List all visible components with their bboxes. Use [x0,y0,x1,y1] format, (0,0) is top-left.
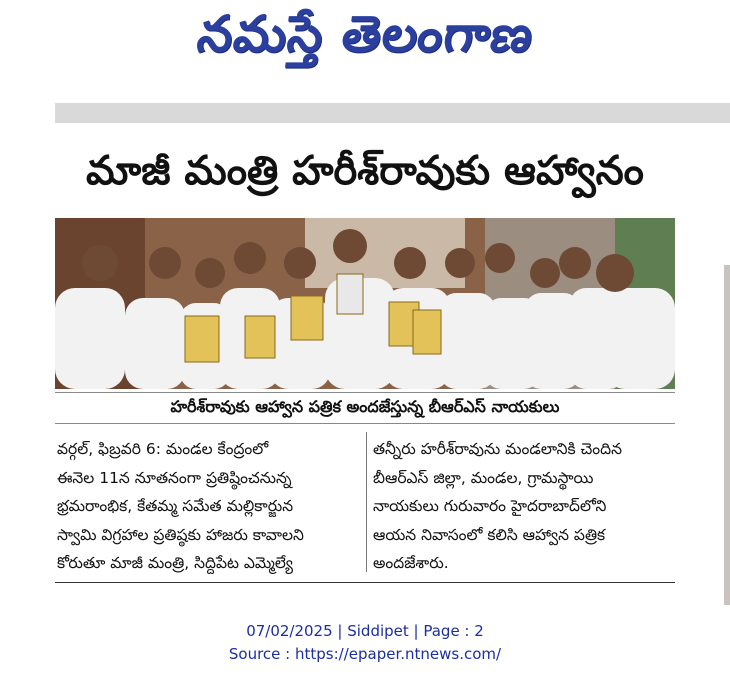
article-line: నాయకులు గురువారం హైదరాబాద్‌లోని [373,497,607,515]
source-footer [0,620,730,666]
article-column-right [373,435,675,578]
article-line: బీఆర్‌ఎస్‌ జిల్లా, మండల, గ్రామస్థాయి [373,468,594,487]
article-line: ఈనెల 11న నూతనంగా ప్రతిష్ఠించనున్న [57,468,292,487]
photo-caption: హరీశ్‌రావుకు ఆహ్వాన పత్రిక అందజేస్తున్న బీఆర్‌ఎస్‌ నాయకులు [55,392,675,424]
article-column-left [57,435,359,578]
section-bar [55,103,730,123]
newspaper-logo: నమస్తే తెలంగాణ [194,4,538,63]
article-line: అందజేశారు. [373,554,449,572]
article-line: వర్గల్‌, ఫిబ్రవరి 6: మండల కేంద్రంలో [57,440,269,458]
group-photo-illustration [55,218,675,389]
adjacent-page-edge [724,265,730,605]
article-line: స్వామి విగ్రహాల ప్రతిష్ఠకు హాజరు కావాలని [57,525,304,544]
article-photo [55,218,675,389]
article-line: ఆయన నివాసంలో కలిసి ఆహ్వాన పత్రిక [373,525,606,544]
article-line: తన్నీరు హరీశ్‌రావును మండలానికి చెందిన [373,440,622,458]
footer-date-edition: 07/02/2025 | Siddipet | Page : 2 [246,622,484,640]
footer-source-link[interactable]: Source : https://epaper.ntnews.com/ [228,645,502,663]
article-line: కోరుతూ మాజీ మంత్రి, సిద్దిపేట ఎమ్మెల్యే [57,554,294,572]
column-divider [366,432,367,572]
masthead [0,0,730,80]
article-line: భ్రమరాంభిక, కేతమ్మ సమేత మల్లికార్జున [57,497,294,515]
article-headline: మాజీ మంత్రి హరీశ్‌రావుకు ఆహ్వానం [86,148,644,194]
bottom-rule [55,582,675,583]
